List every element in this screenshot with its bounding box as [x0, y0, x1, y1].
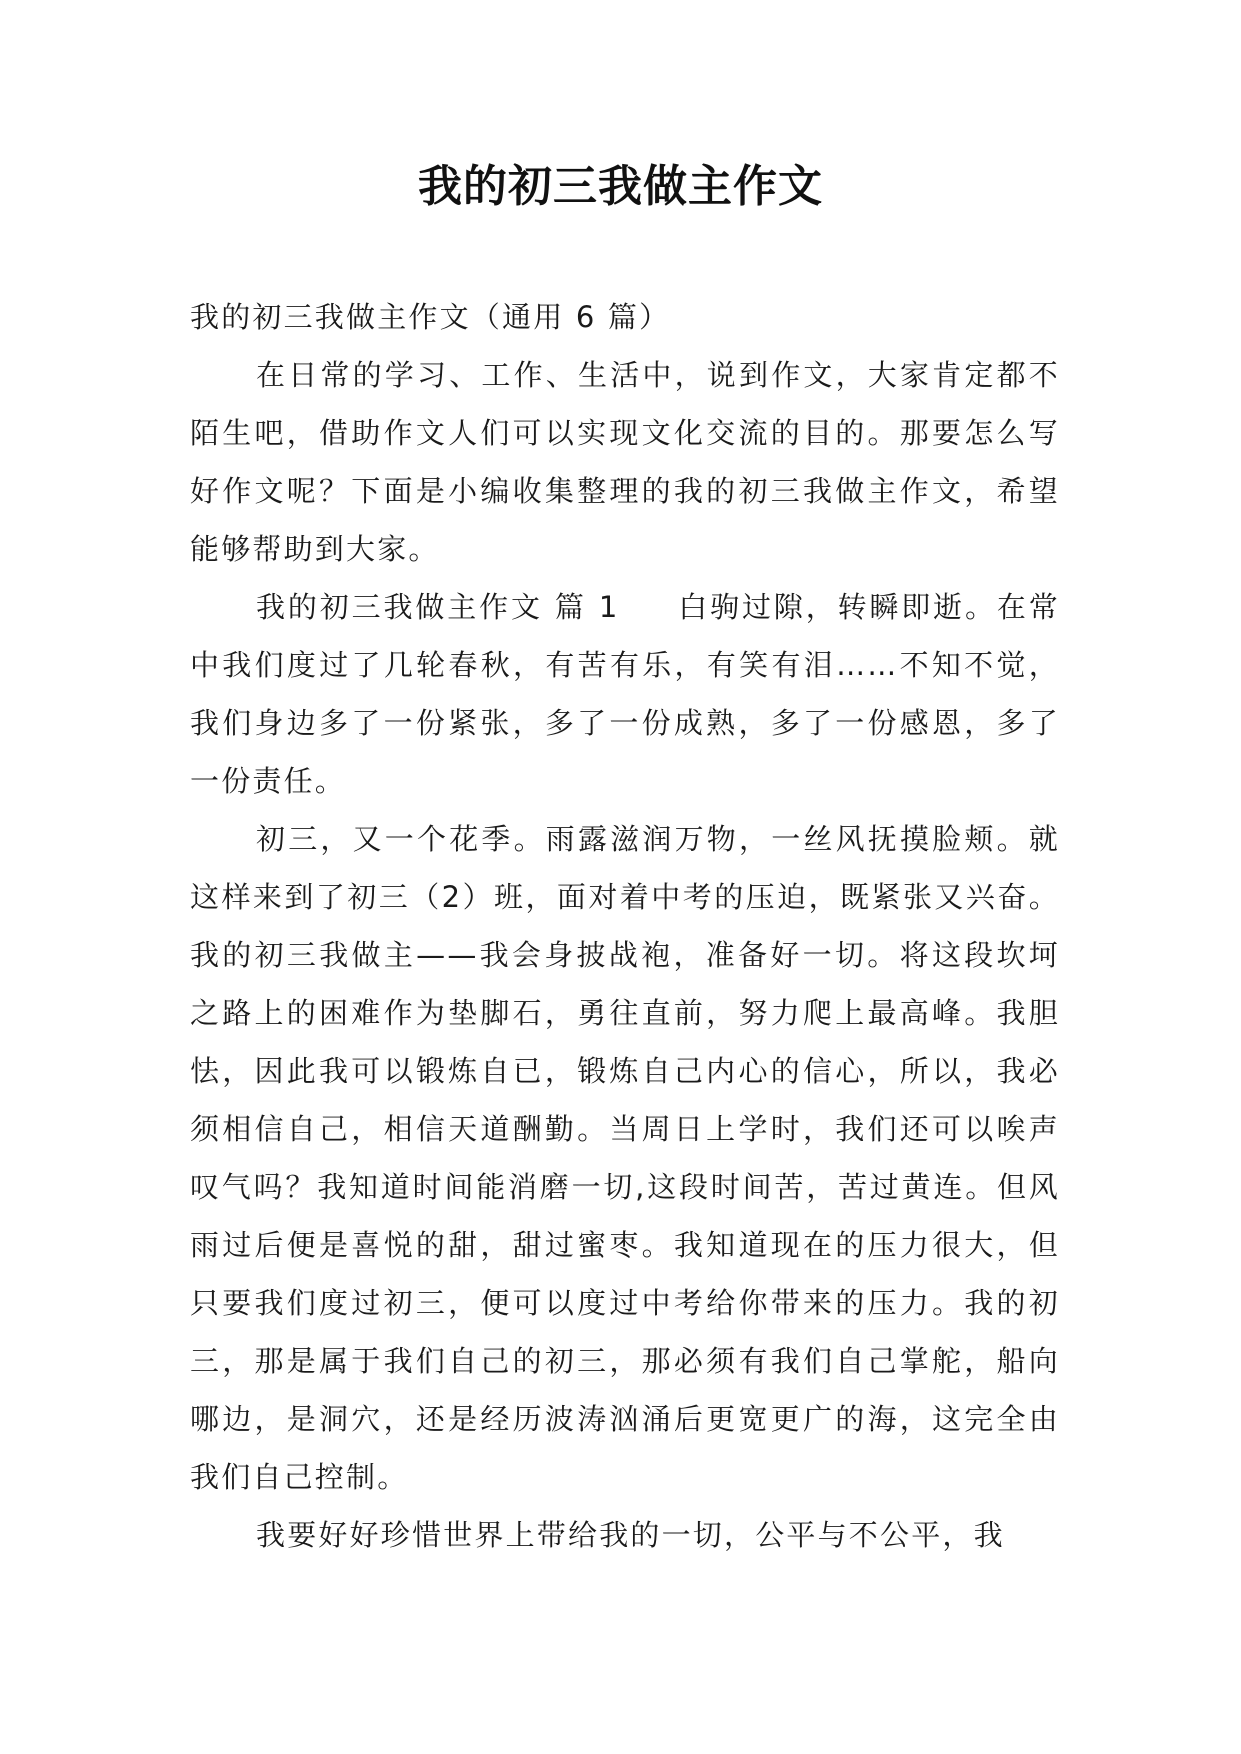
- document-title: 我的初三我做主作文: [418, 161, 823, 212]
- intro-paragraph: 在日常的学习、工作、生活中，说到作文，大家肯定都不陌生吧，借助作文人们可以实现文化交流的目的。那要怎么写好作文呢？下面是小编收集整理的我的初三我做主作文，希望能够帮助到大家。: [190, 358, 1060, 566]
- section-1-heading: 我的初三我做主作文 篇 1: [256, 590, 620, 624]
- section-1-paragraph-2: 初三，又一个花季。雨露滋润万物，一丝风抚摸脸颊。就这样来到了初三（2）班，面对着中考的压迫，既紧张又兴奋。我的初三我做主——我会身披战袍，准备好一切。将这段坎坷之路上的困难作为垫脚石，勇往直前，努力爬上最高峰。我胆怯，因此我可以锻炼自已，锻炼自己内心的信心，所以，我必须相信自己，相信天道酬勤。当周日上学时，我们还可以唉声叹气吗？我知道时间能消磨一切,这段时间苦，苦过黄连。但风雨过后便是喜悦的甜，甜过蜜枣。我知道现在的压力很大，但只要我们度过初三，便可以度过中考给你带来的压力。我的初三，那是属于我们自己的初三，那必须有我们自己掌舵，船向哪边，是洞穴，还是经历波涛汹涌后更宽更广的海，这完全由我们自己控制。: [190, 822, 1060, 1494]
- document-body: [190, 288, 1060, 1564]
- section-1-paragraph-3: 我要好好珍惜世界上带给我的一切，公平与不公平，我: [256, 1518, 1005, 1552]
- subtitle-paragraph: 我的初三我做主作文（通用 6 篇）: [190, 300, 671, 334]
- section-1-paragraph-1-text: 白驹过隙，转瞬即逝。在常中我们度过了几轮春秋，有苦有乐，有笑有泪……不知不觉，我们身边多了一份紧张，多了一份成熟，多了一份感恩，多了一份责任。: [190, 590, 1060, 798]
- section-1-paragraph-1: [190, 578, 1060, 810]
